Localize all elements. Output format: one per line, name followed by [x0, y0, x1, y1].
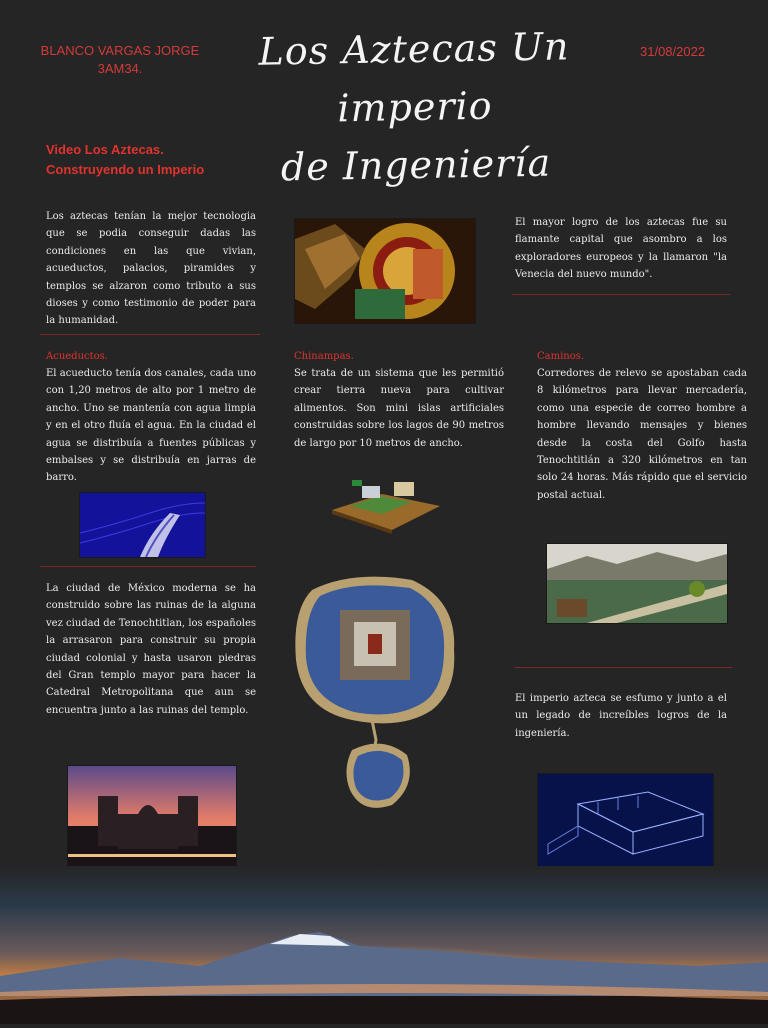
wireframe-temple-image — [537, 773, 714, 869]
divider — [514, 667, 732, 668]
chinampa-image — [322, 472, 444, 536]
acueductos-label: Acueductos. — [46, 351, 108, 362]
date: 31/08/2022 — [640, 44, 706, 59]
caminos-text: Corredores de relevo se apostaban cada 8 kilómetros para llevar mercadería, como una especie de correo hombre a hombre llevando mensajes y bienes desde la costa del Golfo hasta Tenochtitlán a 320 kilómetros en tan solo 24 horas. Más rápido que el servicio postal actual. — [537, 368, 747, 501]
capital-text: El mayor logro de los aztecas fue su flamante capital que asombro a los exploradores europeos y la llamaron "la Venecia del nuevo mundo". — [515, 217, 727, 281]
aztec-warrior-image — [294, 218, 476, 324]
tenochtitlan-map — [292, 570, 460, 820]
divider — [40, 566, 256, 567]
title-line-2: de Ingeniería — [280, 140, 552, 190]
author-name: BLANCO VARGAS JORGE 3AM34. — [40, 43, 200, 76]
chinampas-text: Se trata de un sistema que les permitió crear tierra nueva para cultivar alimentos. Son mini islas artificiales construidas sobre los lagos de 90 metros de largo por 10 metros de ancho. — [294, 368, 504, 449]
page-title — [204, 16, 627, 197]
cathedral-image — [67, 765, 237, 868]
intro-text: Los aztecas tenían la mejor tecnologia que se podia conseguir dadas las condiciones en las que vivian, acueductos, palacios, piramides y templos se alzaron como tributo a sus dioses y como testimonio de poder para la humanidad. — [46, 211, 256, 327]
divider — [40, 334, 260, 335]
video-subtitle: Video Los Aztecas. Construyendo un Imperio — [46, 142, 205, 177]
causeway-image — [546, 543, 728, 624]
title-line-1: Los Aztecas Un imperio — [258, 24, 570, 131]
ciudad-text: La ciudad de México moderna se ha construido sobre las ruinas de la alguna vez ciudad de Tenochtitlan, los españoles la arrasaron para construir su propia ciudad colonial y hasta usaron piedras del Gran templo mayor para hacer la Catedral Metropolitana que aun se encuentra junto a las ruinas del templo. — [46, 583, 256, 716]
caminos-label: Caminos. — [537, 351, 585, 362]
chinampas-label: Chinampas. — [294, 351, 354, 362]
conclusion-text: El imperio azteca se esfumo y junto a el un legado de increíbles logros de la ingeniería. — [515, 693, 727, 739]
volcano-landscape-background — [0, 866, 768, 1024]
aqueduct-image — [79, 492, 206, 558]
divider — [512, 294, 730, 295]
acueductos-text: El acueducto tenía dos canales, cada uno con 1,20 metros de alto por 1 metro de ancho. Uno se mantenía con agua limpia y en el otro fluía el agua. En la ciudad el agua se distribuía a fuentes públicas y embalses y se distribuía en jarras de barro. — [46, 368, 256, 484]
